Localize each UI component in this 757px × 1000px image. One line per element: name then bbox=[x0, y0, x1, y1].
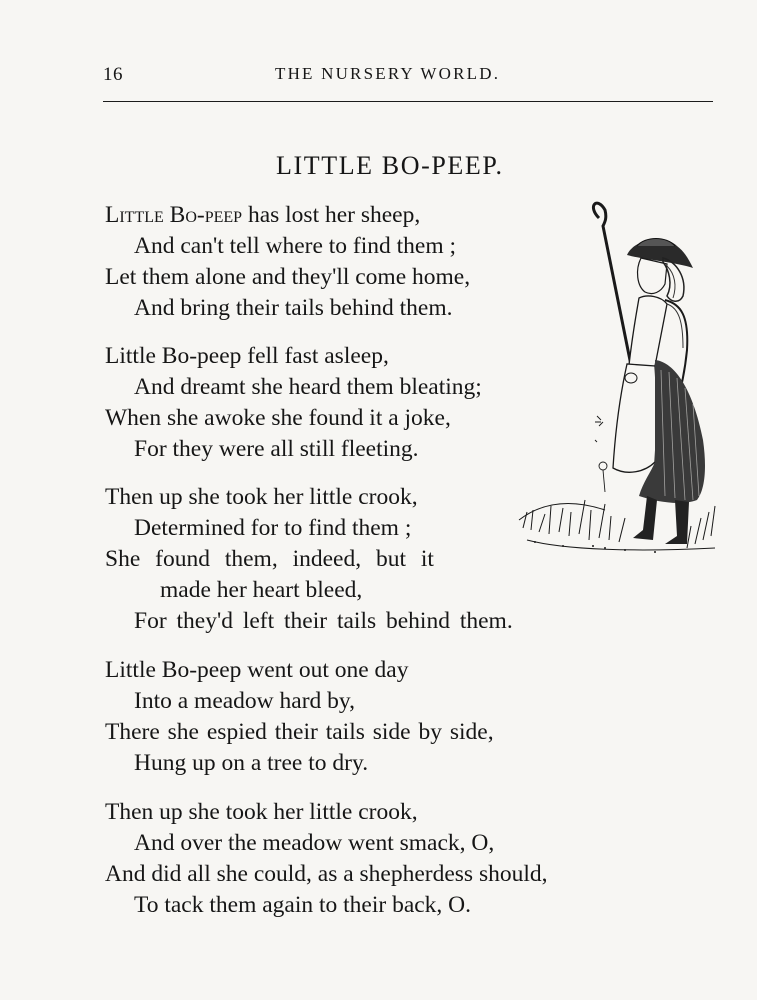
poem-line: Little Bo-peep fell fast asleep, bbox=[105, 343, 389, 369]
poem-line: Then up she took her little crook, bbox=[105, 799, 418, 825]
poem-line: For they'd left their tails behind them. bbox=[134, 608, 513, 634]
poem-line: Hung up on a tree to dry. bbox=[134, 750, 369, 776]
stanza-4 bbox=[105, 655, 494, 779]
poem-line: There she espied their tails side by side, bbox=[105, 719, 494, 745]
poem-line: And bring their tails behind them. bbox=[134, 295, 453, 321]
poem-line-smallcaps: Little Bo-peep bbox=[105, 202, 243, 228]
page-number: 16 bbox=[103, 64, 123, 85]
poem-title: LITTLE BO-PEEP. bbox=[276, 151, 504, 180]
stanza-3 bbox=[105, 482, 513, 637]
shepherdess-with-crook-icon bbox=[515, 200, 720, 575]
poem-line: And did all she could, as a shepherdess should, bbox=[105, 861, 548, 887]
header-rule bbox=[103, 101, 713, 102]
stanza-1 bbox=[105, 200, 470, 324]
poem-line: Determined for to find them ; bbox=[134, 515, 412, 541]
poem-line: And can't tell where to find them ; bbox=[134, 233, 457, 259]
poem-line: made her heart bleed, bbox=[160, 577, 363, 603]
poem-line: Little Bo-peep went out one day bbox=[105, 657, 409, 683]
poem-line: And over the meadow went smack, O, bbox=[134, 830, 495, 856]
poem-line: Then up she took her little crook, bbox=[105, 484, 418, 510]
poem-line: To tack them again to their back, O. bbox=[134, 892, 472, 918]
poem-line: Let them alone and they'll come home, bbox=[105, 264, 471, 290]
stanza-2 bbox=[105, 341, 482, 465]
poem-line: For they were all still fleeting. bbox=[134, 436, 419, 462]
poem-line: And dreamt she heard them bleating; bbox=[134, 374, 482, 400]
poem-line: Into a meadow hard by, bbox=[134, 688, 356, 714]
journal-title: THE NURSERY WORLD. bbox=[275, 64, 501, 83]
poem-line bbox=[105, 200, 470, 231]
poem-line-rest: has lost her sheep, bbox=[242, 202, 421, 228]
poem-line: She found them, indeed, but it bbox=[105, 546, 434, 572]
running-head bbox=[103, 60, 713, 90]
stanza-5 bbox=[105, 797, 548, 921]
poem-line: When she awoke she found it a joke, bbox=[105, 405, 451, 431]
